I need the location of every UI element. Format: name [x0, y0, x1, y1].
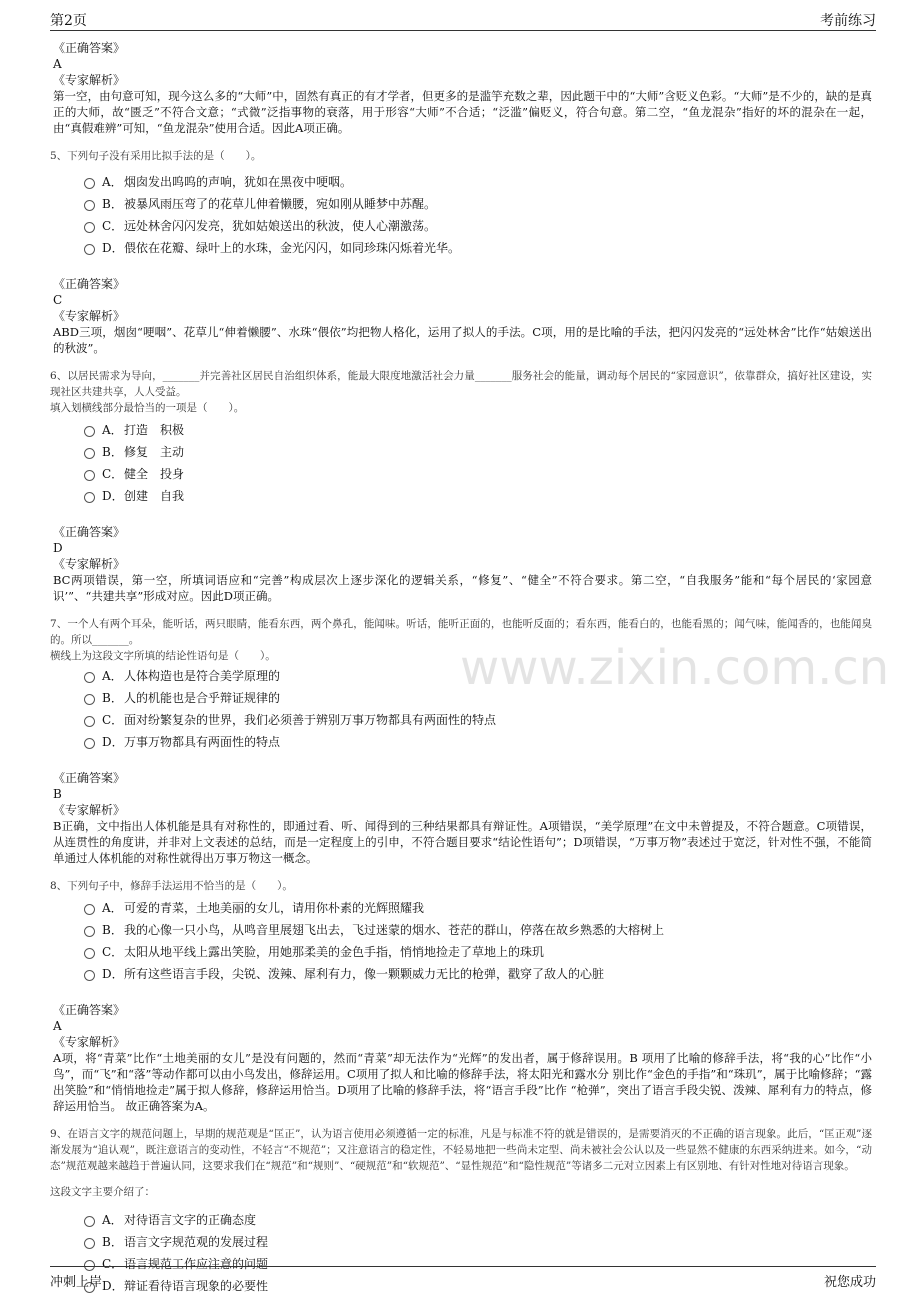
radio-icon[interactable] [84, 244, 95, 255]
radio-icon[interactable] [84, 178, 95, 189]
question-stem: 8、下列句子中，修辞手法运用不恰当的是（ ）。 [50, 880, 293, 892]
page-header [50, 8, 876, 31]
option-a[interactable]: A． 人体构造也是符合美学原理的 [84, 664, 872, 686]
question-sub: 这段文字主要介绍了： [50, 1186, 155, 1198]
question-5 [50, 148, 872, 356]
question-stem: 9、在语言文字的规范问题上，早期的规范观是“匡正”，认为语言使用必须遵循一定的标准，凡是与标准不符的就是错误的，是需要消灭的不正确的语言现象。此后，“匡正观”逐渐发展为“追认观”，既注意语言的变动性，不轻言“不规范”；又注意语言的稳定性，不轻易地把一些尚未定型、尚未被社会公认以及一些显然不健康的东西采纳进来。如今，“动态”规范观越来越趋于普遍认同，这要求我们在“规范”和“规则”、“硬规范”和“软规范”、“显性规范”和“隐性规范”等诸多二元对立因素上有区别地、有针对性地对待语言现象。 [50, 1128, 872, 1172]
footer-left: 冲刺上岸 [50, 1275, 103, 1290]
option-a[interactable]: A． 对待语言文字的正确态度 [84, 1208, 872, 1230]
radio-icon[interactable] [84, 716, 95, 727]
question-6 [50, 368, 872, 604]
option-b[interactable]: B． 语言文字规范观的发展过程 [84, 1230, 872, 1252]
option-c[interactable]: C． 语言规范工作应注意的问题 [84, 1252, 872, 1274]
radio-icon[interactable] [84, 948, 95, 959]
answer-value: A [53, 57, 62, 71]
radio-icon[interactable] [84, 1238, 95, 1249]
answer-value: D [53, 541, 63, 555]
option-a[interactable]: A． 打造 积极 [84, 418, 872, 440]
radio-icon[interactable] [84, 738, 95, 749]
question-4-tail [50, 40, 872, 136]
question-8 [50, 878, 872, 1114]
option-c[interactable]: C． 面对纷繁复杂的世界，我们必须善于辨别万事万物都具有两面性的特点 [84, 708, 872, 730]
radio-icon[interactable] [84, 1216, 95, 1227]
question-stem: 7、一个人有两个耳朵，能听话，两只眼睛，能看东西，两个鼻孔，能闻味。听话，能听正面的，也能听反面的；看东西，能看白的，也能看黑的；闻气味，能闻香的，也能闻臭的。所以_______。 [50, 618, 872, 646]
answer-value: C [53, 293, 63, 307]
radio-icon[interactable] [84, 672, 95, 683]
radio-icon[interactable] [84, 926, 95, 937]
page-footer [50, 1266, 876, 1289]
options-list [84, 896, 872, 984]
question-7 [50, 616, 872, 866]
analysis-label: 《专家解析》 [53, 803, 126, 817]
watermark: www.zixin.com.cn [460, 640, 890, 696]
radio-icon[interactable] [84, 470, 95, 481]
option-d[interactable]: D． 辩证看待语言现象的必要性 [84, 1274, 872, 1296]
answer-label: 《正确答案》 [53, 41, 126, 55]
radio-icon[interactable] [84, 492, 95, 503]
option-c[interactable]: C． 远处林舍闪闪发亮，犹如姑娘送出的秋波，使人心潮激荡。 [84, 214, 872, 236]
option-a[interactable]: A． 烟囱发出呜呜的声响，犹如在黑夜中哽咽。 [84, 170, 872, 192]
answer-label: 《正确答案》 [53, 1003, 126, 1017]
radio-icon[interactable] [84, 448, 95, 459]
question-sub: 横线上为这段文字所填的结论性语句是（ ）。 [50, 650, 276, 662]
answer-label: 《正确答案》 [53, 277, 126, 291]
radio-icon[interactable] [84, 970, 95, 981]
document-body [50, 40, 872, 1296]
option-d[interactable]: D． 所有这些语言手段，尖锐、泼辣、犀利有力，像一颗颗威力无比的枪弹，戳穿了敌人的心脏 [84, 962, 872, 984]
answer-label: 《正确答案》 [53, 771, 126, 785]
option-b[interactable]: B． 我的心像一只小鸟，从鸣音里展翅飞出去，飞过迷蒙的烟水、苍茫的群山，停落在故乡熟悉的大榕树上 [84, 918, 872, 940]
option-d[interactable]: D． 偎依在花瓣、绿叶上的水珠，金光闪闪，如同珍珠闪烁着光华。 [84, 236, 872, 258]
radio-icon[interactable] [84, 904, 95, 915]
options-list [84, 170, 872, 258]
answer-value: A [53, 1019, 62, 1033]
analysis-text: BC两项错误，第一空，所填词语应和“完善”构成层次上逐步深化的逻辑关系，“修复”、“健全”不符合要求。第二空，“自我服务”能和“每个居民的‘家园意识’”、“共建共享”形成对应。因此D项正确。 [53, 573, 872, 603]
option-b[interactable]: B． 被暴风雨压弯了的花草儿伸着懒腰，宛如刚从睡梦中苏醒。 [84, 192, 872, 214]
page-number: 第2页 [50, 13, 87, 29]
header-title: 考前练习 [820, 13, 876, 29]
radio-icon[interactable] [84, 426, 95, 437]
question-stem: 5、下列句子没有采用比拟手法的是（ ）。 [50, 150, 262, 162]
analysis-text: 第一空，由句意可知，现今这么多的“大师”中，固然有真正的有才学者，但更多的是滥竽充数之辈，因此题干中的“大师”含贬义色彩。“大师”是不少的，缺的是真正的大师，故“匮乏”不符合文意；“式微”泛指事物的衰落，用于形容“大师”不合适；“泛滥”偏贬义，符合句意。第二空，“鱼龙混杂”指好的坏的混杂在一起，由“真假难辨”可知，“鱼龙混杂”使用合适。因此A项正确。 [53, 89, 872, 135]
radio-icon[interactable] [84, 200, 95, 211]
options-list [84, 664, 872, 752]
analysis-text: B正确，文中指出人体机能是具有对称性的，即通过看、听、闻得到的三种结果都具有辩证性。A项错误，“美学原理”在文中未曾提及，不符合题意。C项错误，从连贯性的角度讲，并非对上文表述的总结，而是一定程度上的引申，不符合题目要求“结论性语句”；D项错误，“万事万物”表述过于宽泛，针对性不强，不能简单通过人体机能的对称性就得出万事万物这一概念。 [53, 819, 872, 865]
answer-label: 《正确答案》 [53, 525, 126, 539]
analysis-text: ABD三项，烟囱“哽咽”、花草儿“伸着懒腰”、水珠“偎依”均把物人格化，运用了拟人的手法。C项，用的是比喻的手法，把闪闪发亮的“远处林舍”比作“姑娘送出的秋波”。 [53, 325, 872, 355]
option-a[interactable]: A． 可爱的青菜，土地美丽的女儿，请用你朴素的光辉照耀我 [84, 896, 872, 918]
option-c[interactable]: C． 健全 投身 [84, 462, 872, 484]
analysis-label: 《专家解析》 [53, 557, 126, 571]
radio-icon[interactable] [84, 694, 95, 705]
analysis-label: 《专家解析》 [53, 73, 126, 87]
footer-right: 祝您成功 [823, 1275, 876, 1290]
analysis-label: 《专家解析》 [53, 309, 126, 323]
question-sub: 填入划横线部分最恰当的一项是（ ）。 [50, 402, 245, 414]
analysis-text: A项，将“青菜”比作“土地美丽的女儿”是没有问题的，然而“青菜”却无法作为“光辉”的发出者，属于修辞误用。B 项用了比喻的修辞手法，将“我的心”比作“小鸟”，而“飞”和“落”等动作都可以由小鸟发出，修辞运用。C项用了拟人和比喻的修辞手法，将太阳光和露水分 别比作“金色的手指”和“珠玑”，属于比喻修辞；“露出笑脸”和“悄悄地捡走”属于拟人修辞，修辞运用恰当。D项用了比喻的修辞手法，将“语言手段”比作 “枪弹”，突出了语言手段尖锐、泼辣、犀利有力的特点，修辞运用恰当。 故正确答案为A。 [53, 1051, 872, 1113]
option-b[interactable]: B． 人的机能也是合乎辩证规律的 [84, 686, 872, 708]
option-b[interactable]: B． 修复 主动 [84, 440, 872, 462]
option-d[interactable]: D． 创建 自我 [84, 484, 872, 506]
options-list [84, 418, 872, 506]
analysis-label: 《专家解析》 [53, 1035, 126, 1049]
option-c[interactable]: C． 太阳从地平线上露出笑脸，用她那柔美的金色手指，悄悄地捡走了草地上的珠玑 [84, 940, 872, 962]
radio-icon[interactable] [84, 222, 95, 233]
option-d[interactable]: D． 万事万物都具有两面性的特点 [84, 730, 872, 752]
question-stem: 6、以居民需求为导向，_______并完善社区居民自治组织体系，能最大限度地激活社会力量_______服务社会的能量，调动每个居民的“家园意识”，依靠群众，搞好社区建设，实现社区共建共享，人人受益。 [50, 370, 872, 398]
answer-value: B [53, 787, 62, 801]
